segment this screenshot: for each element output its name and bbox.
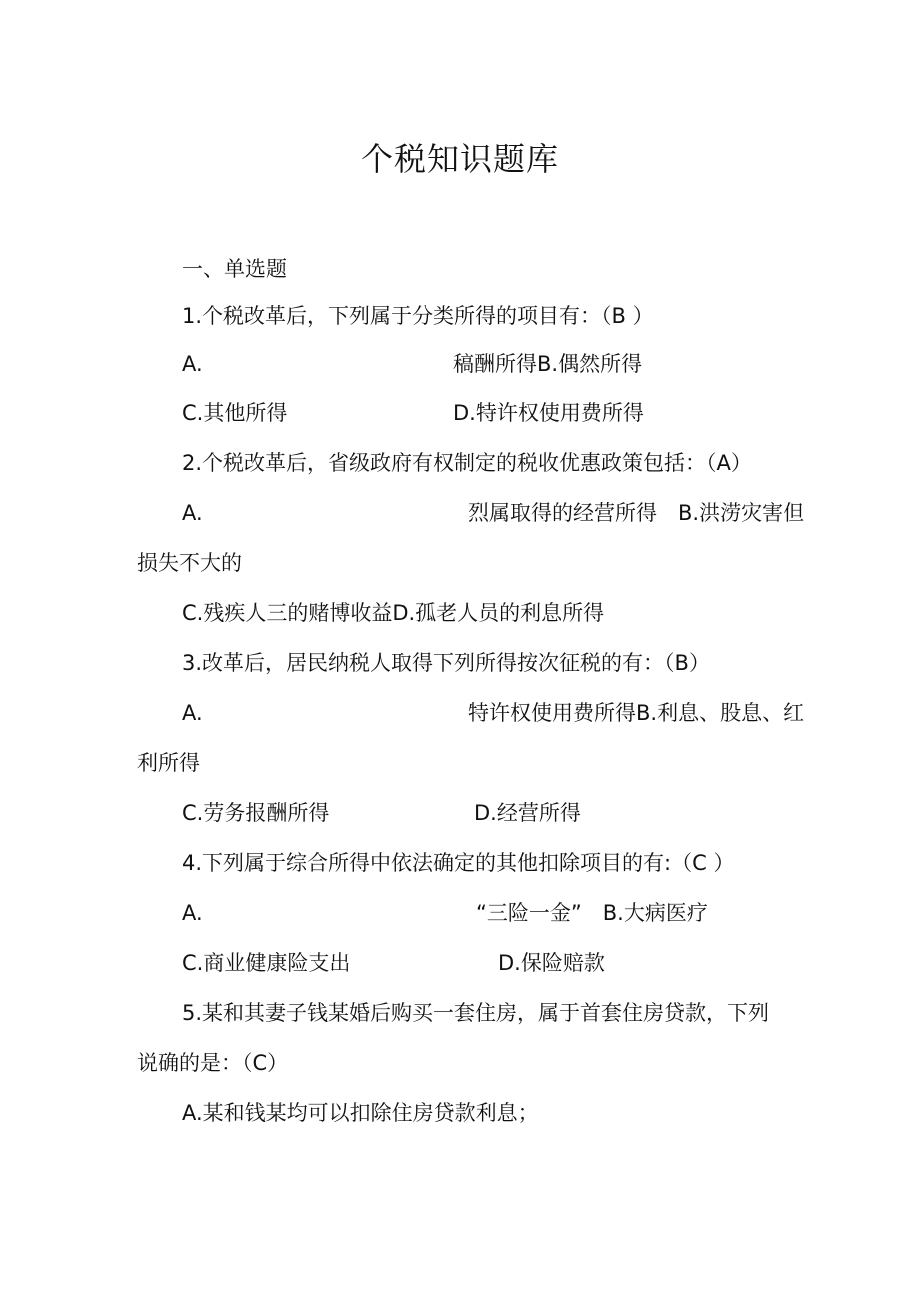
question-4-option-a-text: “三险一金” B.大病医疗 bbox=[476, 901, 708, 925]
question-1-option-a-text: 稿酬所得B.偶然所得 bbox=[453, 352, 643, 376]
question-1-option-a-label: A. bbox=[182, 352, 203, 376]
page-title: 个税知识题库 bbox=[360, 140, 559, 178]
question-3-stem: 3.改革后，居民纳税人取得下列所得按次征税的有：（B） bbox=[182, 651, 710, 675]
question-4-option-d: D.保险赔款 bbox=[498, 951, 605, 975]
question-3-option-a-text: 特许权使用费所得B.利息、股息、红 bbox=[468, 701, 805, 725]
question-2-option-continued: 损失不大的 bbox=[137, 551, 242, 575]
question-3-option-a-label: A. bbox=[182, 701, 203, 725]
question-4-option-c: C.商业健康险支出 bbox=[182, 951, 351, 975]
question-5-option-a: A.某和钱某均可以扣除住房贷款利息； bbox=[182, 1101, 539, 1125]
question-5-stem-continued: 说确的是：（C） bbox=[137, 1051, 289, 1075]
question-1-option-d: D.特许权使用费所得 bbox=[453, 401, 644, 425]
question-5-stem: 5.某和其妻子钱某婚后购买一套住房，属于首套住房贷款，下列 bbox=[182, 1001, 770, 1025]
question-2-option-a-text: 烈属取得的经营所得 B.洪涝灾害但 bbox=[468, 501, 805, 525]
question-3-option-d: D.经营所得 bbox=[474, 801, 581, 825]
question-1-option-c: C.其他所得 bbox=[182, 401, 288, 425]
question-2-option-cd: C.残疾人三的赌博收益D.孤老人员的利息所得 bbox=[182, 601, 605, 625]
question-3-option-continued: 利所得 bbox=[137, 751, 200, 775]
question-1-stem: 1.个税改革后，下列属于分类所得的项目有：（B ） bbox=[182, 304, 654, 328]
question-3-option-c: C.劳务报酬所得 bbox=[182, 801, 330, 825]
section-heading: 一、单选题 bbox=[182, 257, 287, 281]
question-2-stem: 2.个税改革后，省级政府有权制定的税收优惠政策包括：（A） bbox=[182, 451, 752, 475]
question-4-stem: 4.下列属于综合所得中依法确定的其他扣除项目的有:（C ） bbox=[182, 851, 735, 875]
question-4-option-a-label: A. bbox=[182, 901, 203, 925]
question-2-option-a-label: A. bbox=[182, 501, 203, 525]
